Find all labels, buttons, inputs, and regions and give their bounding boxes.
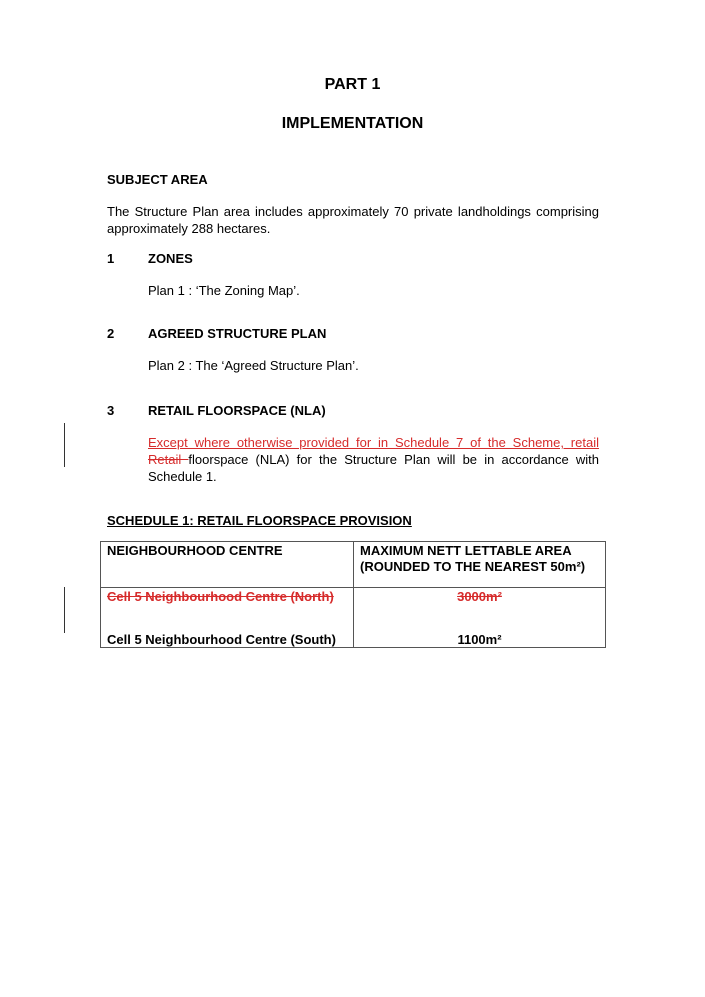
section-3-number: 3	[107, 403, 115, 418]
centre-north: Cell 5 Neighbourhood Centre (North)	[107, 589, 334, 604]
section-2-number: 2	[107, 326, 115, 341]
area-cell	[354, 588, 606, 648]
schedule-table	[100, 541, 606, 648]
section-3-text: floorspace (NLA) for the Structure Plan will be in accordance with Schedule 1.	[148, 452, 599, 484]
page-heading: IMPLEMENTATION	[281, 115, 424, 132]
centre-cell	[101, 588, 354, 648]
change-bar-table	[64, 587, 65, 633]
deleted-text: Retail	[148, 452, 189, 467]
part-title: PART 1	[324, 76, 381, 93]
section-3-heading: RETAIL FLOORSPACE (NLA)	[148, 403, 326, 418]
column-header-area: MAXIMUM NETT LETTABLE AREA (ROUNDED TO THE NEAREST 50m²)	[354, 542, 606, 588]
table-header-row	[101, 542, 606, 588]
section-3-paragraph	[148, 434, 599, 485]
section-1-text: Plan 1 : ‘The Zoning Map’.	[148, 283, 300, 298]
subject-area-text: The Structure Plan area includes approximately 70 private landholdings comprising approximately 288 hectares.	[107, 204, 599, 236]
subject-area-heading: SUBJECT AREA	[107, 172, 208, 187]
inserted-text: Except where otherwise provided for in Schedule 7 of the Scheme, retail	[148, 435, 599, 450]
change-bar	[64, 423, 65, 467]
schedule-heading: SCHEDULE 1: RETAIL FLOORSPACE PROVISION	[107, 513, 412, 528]
column-header-centre: NEIGHBOURHOOD CENTRE	[101, 542, 354, 588]
section-2-text: Plan 2 : The ‘Agreed Structure Plan’.	[148, 358, 359, 373]
centre-south: Cell 5 Neighbourhood Centre (South)	[107, 632, 336, 647]
area-south: 1100m²	[457, 632, 502, 647]
area-north: 3000m²	[457, 589, 502, 604]
section-1-number: 1	[107, 251, 115, 266]
section-1-heading: ZONES	[148, 251, 193, 266]
table-row	[101, 588, 606, 648]
section-2-heading: AGREED STRUCTURE PLAN	[148, 326, 327, 341]
